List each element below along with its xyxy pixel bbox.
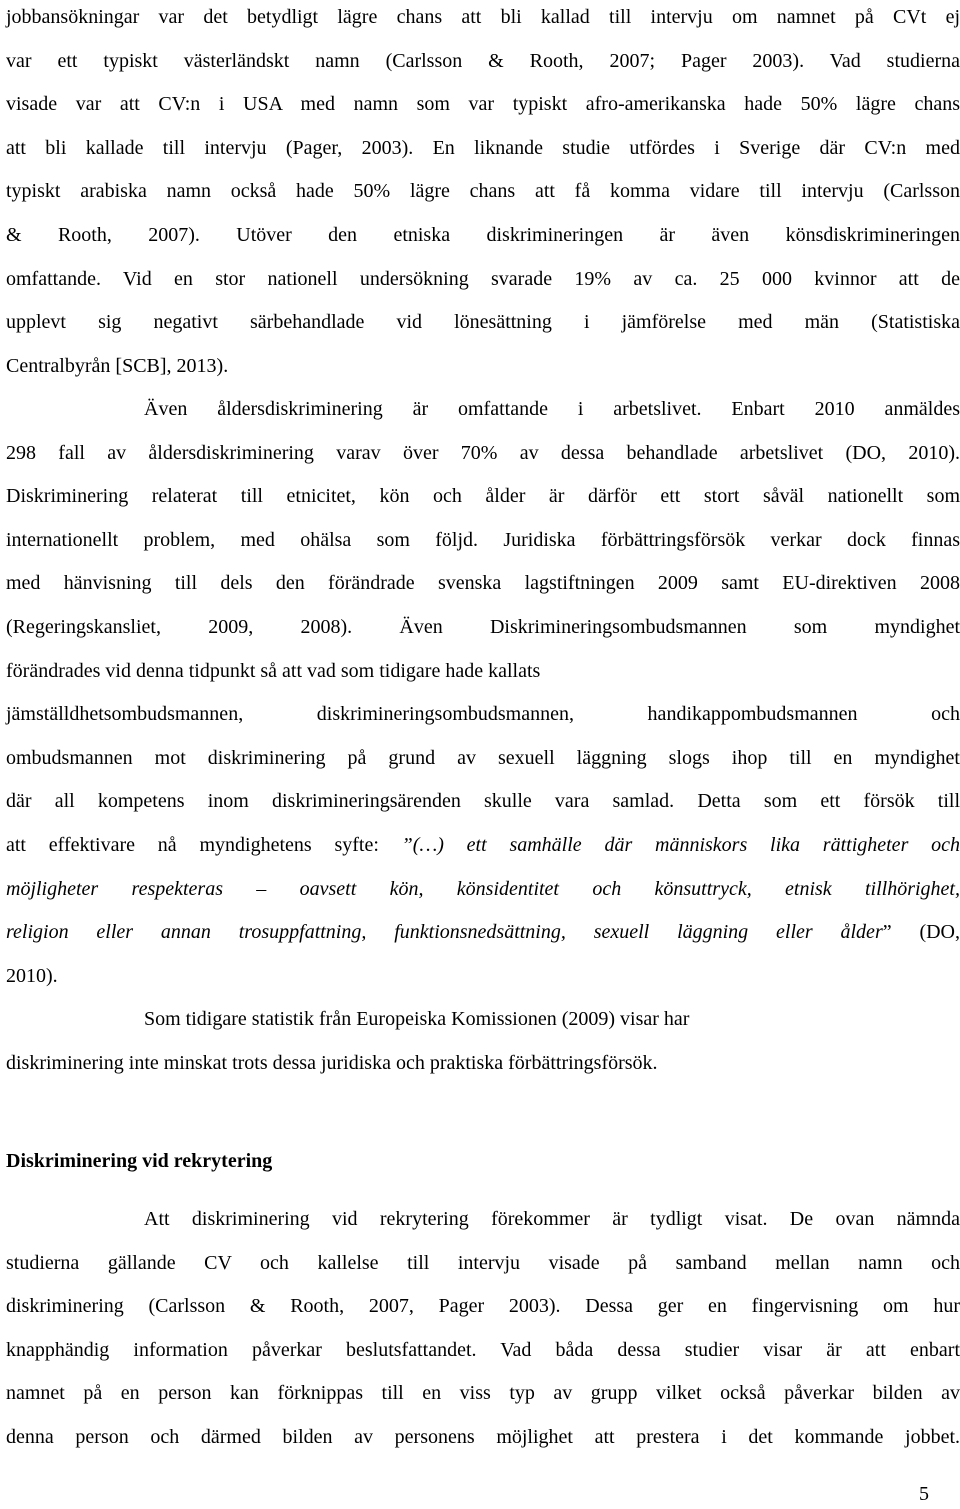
paragraph-2	[6, 388, 960, 998]
page-number: 5	[919, 1483, 929, 1505]
text-line: var ett typiskt västerländskt namn (Carlsson & Rooth, 2007; Pager 2003). Vad studierna	[6, 49, 960, 72]
paragraph-1	[6, 0, 960, 388]
text-line: Diskriminering relaterat till etnicitet, kön och ålder är därför ett stort såväl nationellt som	[6, 485, 960, 508]
text-line: upplevt sig negativt särbehandlade vid lönesättning i jämförelse med män (Statistiska	[6, 311, 960, 334]
text-line: Som tidigare statistik från Europeiska Komissionen (2009) visar har	[144, 1008, 690, 1030]
text-line: jobbansökningar var det betydligt lägre chans att bli kallad till intervju om namnet på CVt ej	[6, 6, 960, 28]
quote-text: möjligheter respekteras – oavsett kön, könsidentitet och könsuttryck, etnisk tillhörighet,	[6, 877, 960, 900]
text-line: med hänvisning till dels den förändrade svenska lagstiftningen 2009 samt EU-direktiven 2008	[6, 572, 960, 595]
text-line: ombudsmannen mot diskriminering på grund av sexuell läggning slogs ihop till en myndighet	[6, 746, 960, 769]
paragraph-3	[6, 998, 960, 1085]
quote-lead-text: att effektivare nå myndighetens syfte:	[6, 833, 402, 856]
text-line: jämställdhetsombudsmannen, diskrimineringsombudsmannen, handikappombudsmannen och	[6, 703, 960, 726]
quote-line	[6, 868, 960, 912]
quote-line	[6, 824, 960, 868]
text-line: visade var att CV:n i USA med namn som var typiskt afro-amerikanska hade 50% lägre chans	[6, 93, 960, 116]
text-line: Även åldersdiskriminering är omfattande i arbetslivet. Enbart 2010 anmäldes	[144, 398, 960, 420]
text-line: & Rooth, 2007). Utöver den etniska diskrimineringen är även könsdiskrimineringen	[6, 223, 960, 246]
text-line: denna person och därmed bilden av personens möjlighet att prestera i det kommande jobbet.	[6, 1425, 960, 1448]
quote-text: religion eller annan trosuppfattning, funktionsnedsättning, sexuell läggning eller ålder	[6, 921, 883, 944]
text-line: knapphändig information påverkar beslutsfattandet. Vad båda dessa studier visar är att enbart	[6, 1338, 960, 1361]
text-line: att bli kallade till intervju (Pager, 2003). En liknande studie utfördes i Sverige där CV:n med	[6, 136, 960, 159]
text-line: typiskt arabiska namn också hade 50% lägre chans att få komma vidare till intervju (Carlsson	[6, 180, 960, 203]
quote-text: ”(…) ett samhälle där människors lika rättigheter och	[401, 833, 960, 856]
quote-citation: ” (DO,	[882, 921, 960, 944]
text-line: diskriminering inte minskat trots dessa juridiska och praktiska förbättringsförsök.	[6, 1051, 658, 1074]
text-line: studierna gällande CV och kallelse till intervju visade på samband mellan namn och	[6, 1251, 960, 1274]
text-line: förändrades vid denna tidpunkt så att vad som tidigare hade kallats	[6, 659, 541, 682]
text-line: omfattande. Vid en stor nationell undersökning svarade 19% av ca. 25 000 kvinnor att de	[6, 267, 960, 290]
text-line: Centralbyrån [SCB], 2013).	[6, 354, 229, 377]
text-line: 2010).	[6, 964, 58, 987]
text-line: internationellt problem, med ohälsa som följd. Juridiska förbättringsförsök verkar dock finnas	[6, 528, 960, 551]
section-heading: Diskriminering vid rekrytering	[6, 1150, 273, 1172]
text-line: Att diskriminering vid rekrytering förekommer är tydligt visat. De ovan nämnda	[144, 1208, 960, 1230]
text-line: där all kompetens inom diskrimineringsärenden skulle vara samlad. Detta som ett försök till	[6, 790, 960, 813]
text-line: diskriminering (Carlsson & Rooth, 2007, Pager 2003). Dessa ger en fingervisning om hur	[6, 1295, 960, 1318]
paragraph-4	[6, 1198, 960, 1460]
text-line: namnet på en person kan förknippas till en viss typ av grupp vilket också påverkar bilden av	[6, 1382, 960, 1405]
text-line: (Regeringskansliet, 2009, 2008). Även Diskrimineringsombudsmannen som myndighet	[6, 615, 960, 638]
text-line: 298 fall av åldersdiskriminering varav över 70% av dessa behandlade arbetslivet (DO, 2010).	[6, 441, 960, 464]
quote-line	[6, 911, 960, 955]
